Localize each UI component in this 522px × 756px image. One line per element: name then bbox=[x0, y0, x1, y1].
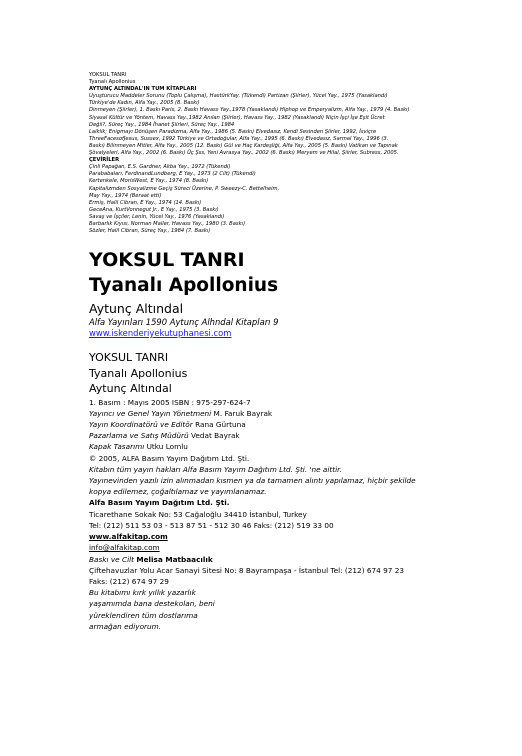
translation-line: Ermiş, Halil Cibran, E Yay., 1974 (14. Baskı) bbox=[89, 199, 202, 206]
translation-line: Barbarlık Kıyısı, Norman Mailer, Havass Yay., 1980 (3. Baskı) bbox=[89, 220, 246, 227]
translations-heading: ÇEVİRİLER bbox=[89, 157, 120, 164]
print-name: Melisa Matbaacılık bbox=[136, 554, 213, 564]
colophon-subtitle: Tyanalı Apollonius bbox=[89, 366, 188, 380]
email-link[interactable]: info@alfakitap.com bbox=[89, 543, 160, 553]
marketing-label: Pazarlama ve Satış Müdürü bbox=[89, 431, 189, 441]
web-link[interactable]: www.alfakitap.com bbox=[89, 532, 168, 542]
header-subtitle: Tyanalı Apollonius bbox=[89, 79, 136, 86]
company-address: Ticarethane Sokak No: 53 Cağaloğlu 34410 İstanbul, Turkey bbox=[89, 509, 307, 519]
translation-line: Sözler, Halil Cibran, Süreç Yay., 1984 (7. Baskı) bbox=[89, 228, 211, 235]
translation-line: May Yay., 1974 (Beraat etti) bbox=[89, 192, 162, 199]
works-heading: AYTUNÇ ALTINDAL'IN TUM KİTAPLARI bbox=[89, 86, 197, 93]
works-line: Türkiye'de Kadın, Alfa Yay., 2005 (8. Baskı) bbox=[89, 100, 200, 107]
works-list-block bbox=[89, 72, 509, 235]
translation-line: Çinli Papağan, E.S. Gardner, Akba Yay., 1972 (Tükendi) bbox=[89, 164, 231, 171]
colophon-block bbox=[89, 350, 509, 632]
print-label: Baskı ve Cilt bbox=[89, 554, 134, 564]
cover-label: Kapak Tasarımı bbox=[89, 442, 145, 452]
cover-line bbox=[89, 441, 509, 452]
print-fax: Faks: (212) 674 97 29 bbox=[89, 576, 169, 586]
copyright-line: © 2005, ALFA Basım Yayım Dağıtım Ltd. Şti. bbox=[89, 453, 250, 463]
works-line: Siyasal Kültür ve Yöntem, Havass Yay.,1982 Anılan (Şiirler), Havass Yay., 1982 (Yasaklandı) Niçin İşçi İşe Eşit Ücret bbox=[89, 114, 385, 121]
document-page bbox=[89, 72, 509, 632]
coordinator-label: Yayın Koordinatörü ve Editör bbox=[89, 420, 193, 430]
edition-line: 1. Basım : Mayıs 2005 ISBN : 975-297-624-7 bbox=[89, 397, 251, 407]
works-line: Değil?, Süreç Yay., 1984 İhanet Şiirleri, Süreç Yay., 1984 bbox=[89, 121, 235, 128]
works-line: Baskı) Bilinmeyen Mitler, Alfa Yay., 2005 (12. Baskı) Gül ve Haç Kardeşliği, Alfa Yay., 2005 (5. Baskı) Vatikan ve Tapınak bbox=[89, 142, 398, 149]
dedication-line: yüreklendiren tüm dostlarıma bbox=[89, 610, 198, 620]
marketing-line bbox=[89, 430, 509, 441]
translation-line: Kapitalizmden Sosyalizme Geçiş Süreci Üzerine, P. Sweezy-C. Bettelheim, bbox=[89, 185, 280, 192]
print-address: Çiftehavuzlar Yolu Acar Sanayi Sitesi No: 8 Bayrampaşa - İstanbul Tel: (212) 674 97 23 bbox=[89, 565, 405, 575]
works-line: Laiklik; Enigmayı Dönüşen Paradizma, Alfa Yay., 1986 (5. Baskı) Elvedasız, Kendi Sesinden Şiirler, 1992, İsviçre bbox=[89, 128, 377, 135]
rights-line: kopya edilemez, çoğaltılamaz ve yayımlanamaz. bbox=[89, 487, 267, 497]
publisher-name: M. Faruk Bayrak bbox=[213, 408, 273, 418]
publisher-label: Yayıncı ve Genel Yayın Yönetmeni bbox=[89, 408, 212, 418]
coordinator-name: Rana Gürtuna bbox=[195, 420, 246, 430]
cover-name: Utku Lomlu bbox=[146, 442, 188, 452]
works-line: ThreeFacesofJesus, Sussex, 1992 Türkiye ve Ortadoğular, Alfa Yay., 1995 (6. Baskı) Elvedasız, Sarmal Yay., 1996 (3. bbox=[89, 135, 389, 142]
translation-line: GeceAna, KurtVonnegut Jr., E Yay., 1975 (3. Baskı) bbox=[89, 206, 219, 213]
dedication-line: Bu kitabımı kırk yıllık yazarlık bbox=[89, 588, 196, 598]
rights-line: Yayınevinden yazılı izin alınmadan kısmen ya da tamamen alıntı yapılamaz, hiçbir şekilde bbox=[89, 476, 416, 486]
dedication-line: yaşamımda bana destekolan, beni bbox=[89, 599, 215, 609]
title-block bbox=[89, 249, 509, 338]
coordinator-line bbox=[89, 419, 509, 430]
translation-line: Kertenkele, MorisWest, E Yay., 1974 (8. Baskı) bbox=[89, 178, 209, 185]
works-line: Dinmeyen (Şiirler), 1. Baskı Paris, 2. Baskı Havass Yay.,1978 (Yasaklandı) Hiphop ve Emperyalizm, Alfa Yay., 1979 (4. Baskı) bbox=[89, 107, 410, 114]
header-title: YOKSUL TANRI bbox=[89, 72, 127, 78]
website-link[interactable]: www.iskenderiyekutuphanesi.com bbox=[89, 327, 232, 338]
dedication-line: armağan ediyorum. bbox=[89, 621, 162, 631]
rights-line: Kitabın tüm yayın hakları Alfa Basım Yayım Dağıtım Ltd. Şti. 'ne aittir. bbox=[89, 464, 342, 474]
works-line: Uyuşturucu Maddeler Sorunu (Toplu Çalışma), HastürkYay. (Tükendi) Partizan (Şiirler), Yücel Yay., 1975 (Yasaklandı) bbox=[89, 93, 388, 100]
company-phone: Tel: (212) 511 53 03 - 513 87 51 - 512 30 46 Faks: (212) 519 33 00 bbox=[89, 520, 334, 530]
publisher-line bbox=[89, 408, 509, 419]
book-author: Aytunç Altındal bbox=[89, 301, 184, 317]
translation-line: Savaş ve İşçiler, Lenin, Yücel Yay., 1976 (Yasaklandı) bbox=[89, 213, 225, 220]
print-line bbox=[89, 554, 509, 565]
series-line: Alfa Yayınları 1590 Aytunç Alhndal Kitapları 9 bbox=[89, 317, 279, 328]
colophon-title: YOKSUL TANRI bbox=[89, 351, 169, 365]
book-title: YOKSUL TANRI bbox=[89, 249, 245, 272]
company-name: Alfa Basım Yayım Dağıtım Ltd. Şti. bbox=[89, 498, 230, 508]
works-line: Şövalyeleri, Alfa Yay., 2002 (6. Baskı) Üç Şss, Yeni Avrasya Yay., 2002 (6. Baskı) Meryem ve Hilal, Şiirler, Subress, 2005. bbox=[89, 150, 399, 157]
colophon-author: Aytunç Altındal bbox=[89, 382, 172, 396]
book-subtitle: Tyanalı Apollonius bbox=[89, 275, 279, 297]
translation-line: Parababaları, FerdinandLundberg, E Yay., 1973 (2 Cilt) (Tükendi) bbox=[89, 171, 256, 178]
marketing-name: Vedat Bayrak bbox=[190, 431, 240, 441]
